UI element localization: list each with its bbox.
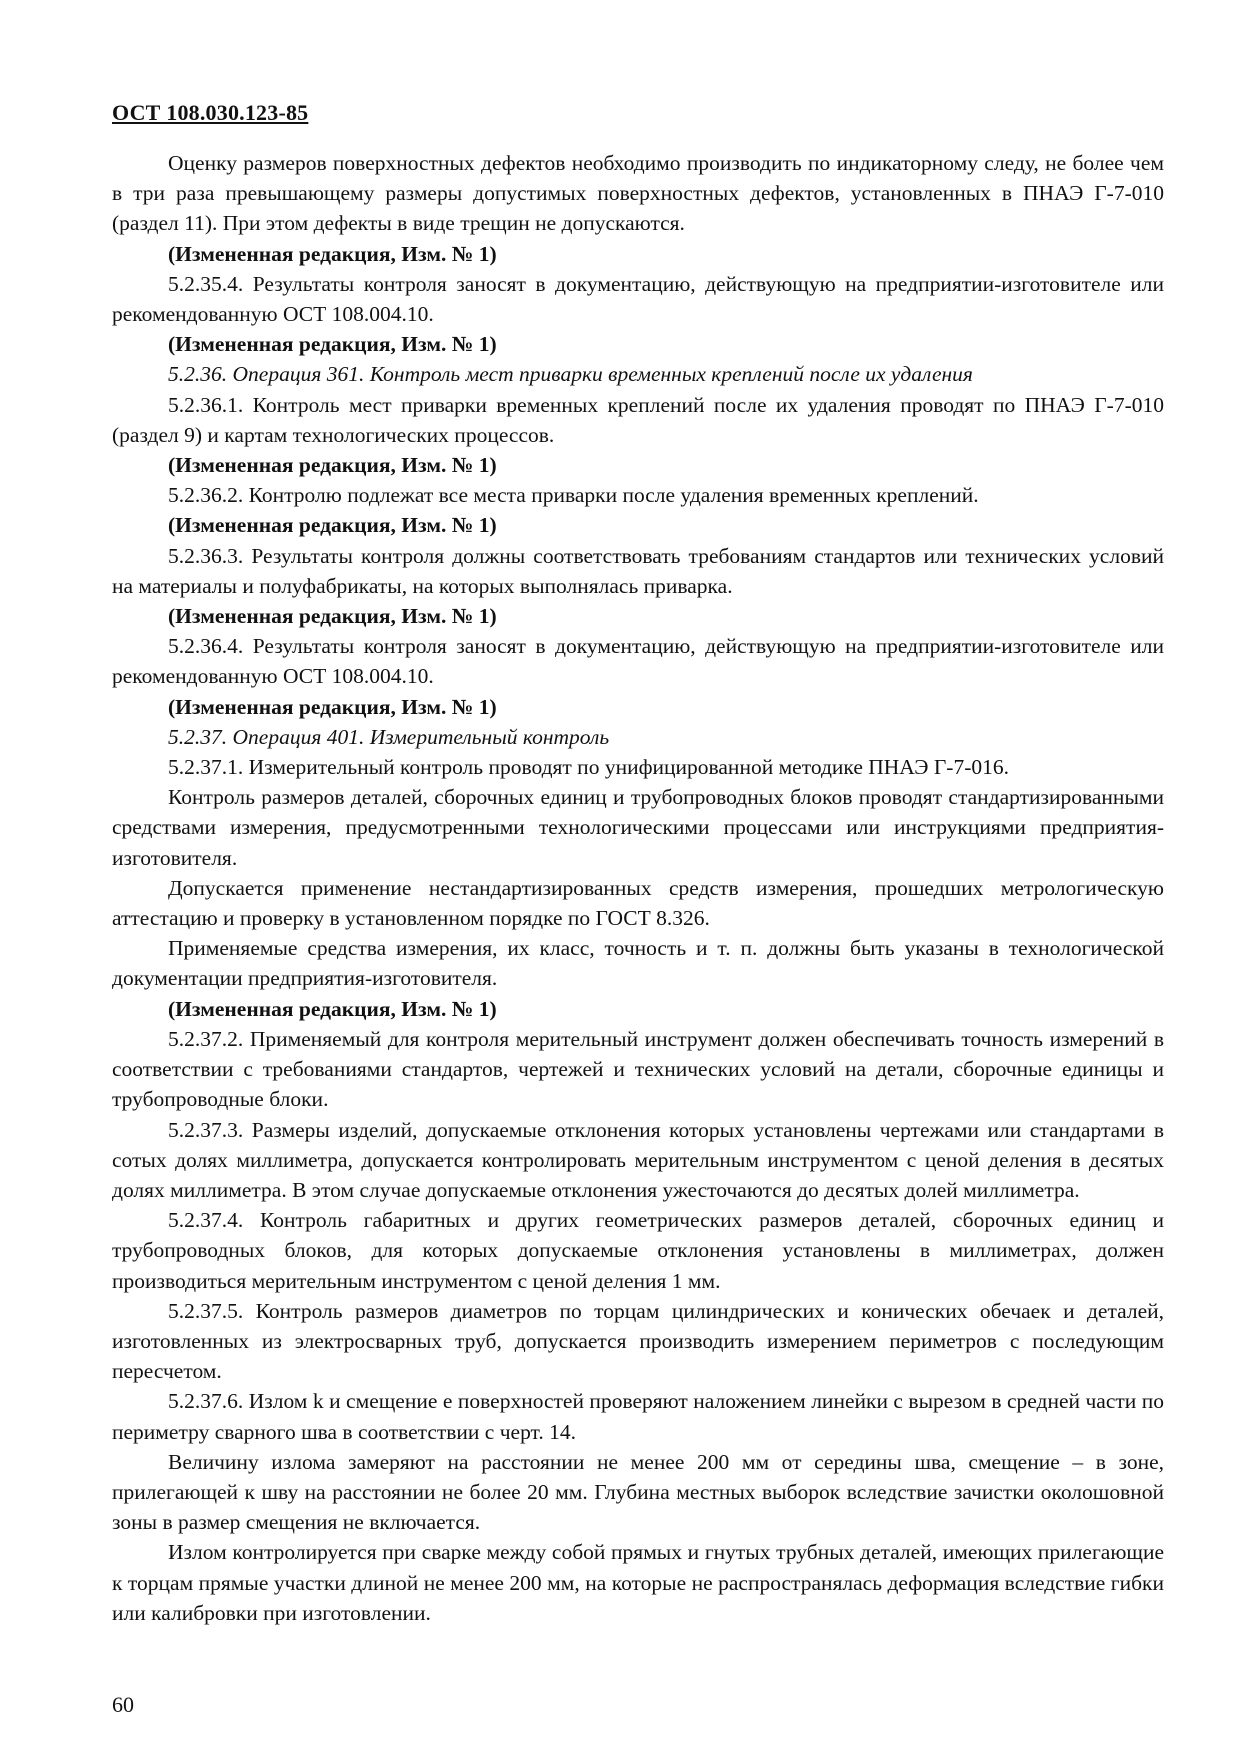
- document-body: [112, 148, 1164, 1628]
- paragraph: Применяемые средства измерения, их класс, точность и т. п. должны быть указаны в технологической документации предприятия-изготовителя.: [112, 936, 1164, 991]
- section-heading: 5.2.37. Операция 401. Измерительный контроль: [168, 724, 610, 749]
- change-note: (Измененная редакция, Изм. № 1): [168, 513, 497, 538]
- paragraph: 5.2.37.4. Контроль габаритных и других геометрических размеров деталей, сборочных единиц и трубопроводных блоков, для которых допускаемые отклонения установлены в миллиметрах, должен производиться мерительным инструментом с ценой деления 1 мм.: [112, 1208, 1164, 1293]
- change-note: (Измененная редакция, Изм. № 1): [168, 241, 497, 266]
- paragraph: 5.2.36.3. Результаты контроля должны соответствовать требованиям стандартов или технических условий на материалы и полуфабрикаты, на которых выполнялась приварка.: [112, 543, 1164, 598]
- paragraph: Излом контролируется при сварке между собой прямых и гнутых трубных деталей, имеющих прилегающие к торцам прямые участки длиной не менее 200 мм, на которые не распространялась деформация вследствие гибки или калибровки при изготовлении.: [112, 1540, 1164, 1625]
- change-note: (Измененная редакция, Изм. № 1): [168, 453, 497, 478]
- paragraph: Величину излома замеряют на расстоянии не менее 200 мм от середины шва, смещение – в зоне, прилегающей к шву на расстоянии не более 20 мм. Глубина местных выборок вследствие зачистки околошовной зоны в размер смещения не включается.: [112, 1449, 1164, 1535]
- paragraph: 5.2.37.6. Излом k и смещение e поверхностей проверяют наложением линейки с вырезом в средней части по периметру сварного шва в соответствии с черт. 14.: [112, 1389, 1164, 1444]
- paragraph: 5.2.37.2. Применяемый для контроля мерительный инструмент должен обеспечивать точность измерений в соответствии с требованиями стандартов, чертежей и технических условий на детали, сборочные единицы и трубопроводные блоки.: [112, 1026, 1164, 1112]
- paragraph: Оценку размеров поверхностных дефектов необходимо производить по индикаторному следу, не более чем в три раза превышающему размеры допустимых поверхностных дефектов, установленных в ПНАЭ Г-7-010 (раздел 11). При этом дефекты в виде трещин не допускаются.: [112, 151, 1164, 236]
- document-id-header: ОСТ 108.030.123-85: [112, 100, 309, 125]
- paragraph: 5.2.36.2. Контролю подлежат все места приварки после удаления временных креплений.: [168, 483, 979, 508]
- change-note: (Измененная редакция, Изм. № 1): [168, 332, 497, 357]
- paragraph: 5.2.37.5. Контроль размеров диаметров по торцам цилиндрических и конических обечаек и деталей, изготовленных из электросварных труб, допускается производить измерением периметров с последующим пересчетом.: [112, 1298, 1164, 1384]
- paragraph: 5.2.36.4. Результаты контроля заносят в документацию, действующую на предприятии-изготовителе или рекомендованную ОСТ 108.004.10.: [112, 634, 1164, 689]
- paragraph: Контроль размеров деталей, сборочных единиц и трубопроводных блоков проводят стандартизированными средствами измерения, предусмотренными технологическими процессами или инструкциями предприятия-изготовителя.: [112, 785, 1164, 870]
- paragraph: 5.2.36.1. Контроль мест приварки временных креплений после их удаления проводят по ПНАЭ Г-7-010 (раздел 9) и картам технологических процессов.: [112, 392, 1164, 447]
- change-note: (Измененная редакция, Изм. № 1): [168, 604, 497, 629]
- paragraph: 5.2.37.3. Размеры изделий, допускаемые отклонения которых установлены чертежами или стандартами в сотых долях миллиметра, допускается контролировать мерительным инструментом с ценой деления в десятых долях миллиметра. В этом случае допускаемые отклонения ужесточаются до десятых долей миллиметра.: [112, 1117, 1164, 1202]
- paragraph: 5.2.35.4. Результаты контроля заносят в документацию, действующую на предприятии-изготовителе или рекомендованную ОСТ 108.004.10.: [112, 271, 1164, 327]
- change-note: (Измененная редакция, Изм. № 1): [168, 996, 497, 1021]
- section-heading: 5.2.36. Операция 361. Контроль мест приварки временных креплений после их удаления: [168, 362, 973, 387]
- paragraph: 5.2.37.1. Измерительный контроль проводят по унифицированной методике ПНАЭ Г-7-016.: [168, 755, 1009, 780]
- paragraph: Допускается применение нестандартизированных средств измерения, прошедших метрологическую аттестацию и проверку в установленном порядке по ГОСТ 8.326.: [112, 875, 1164, 931]
- page-number: 60: [112, 1692, 134, 1717]
- change-note: (Измененная редакция, Изм. № 1): [168, 694, 497, 719]
